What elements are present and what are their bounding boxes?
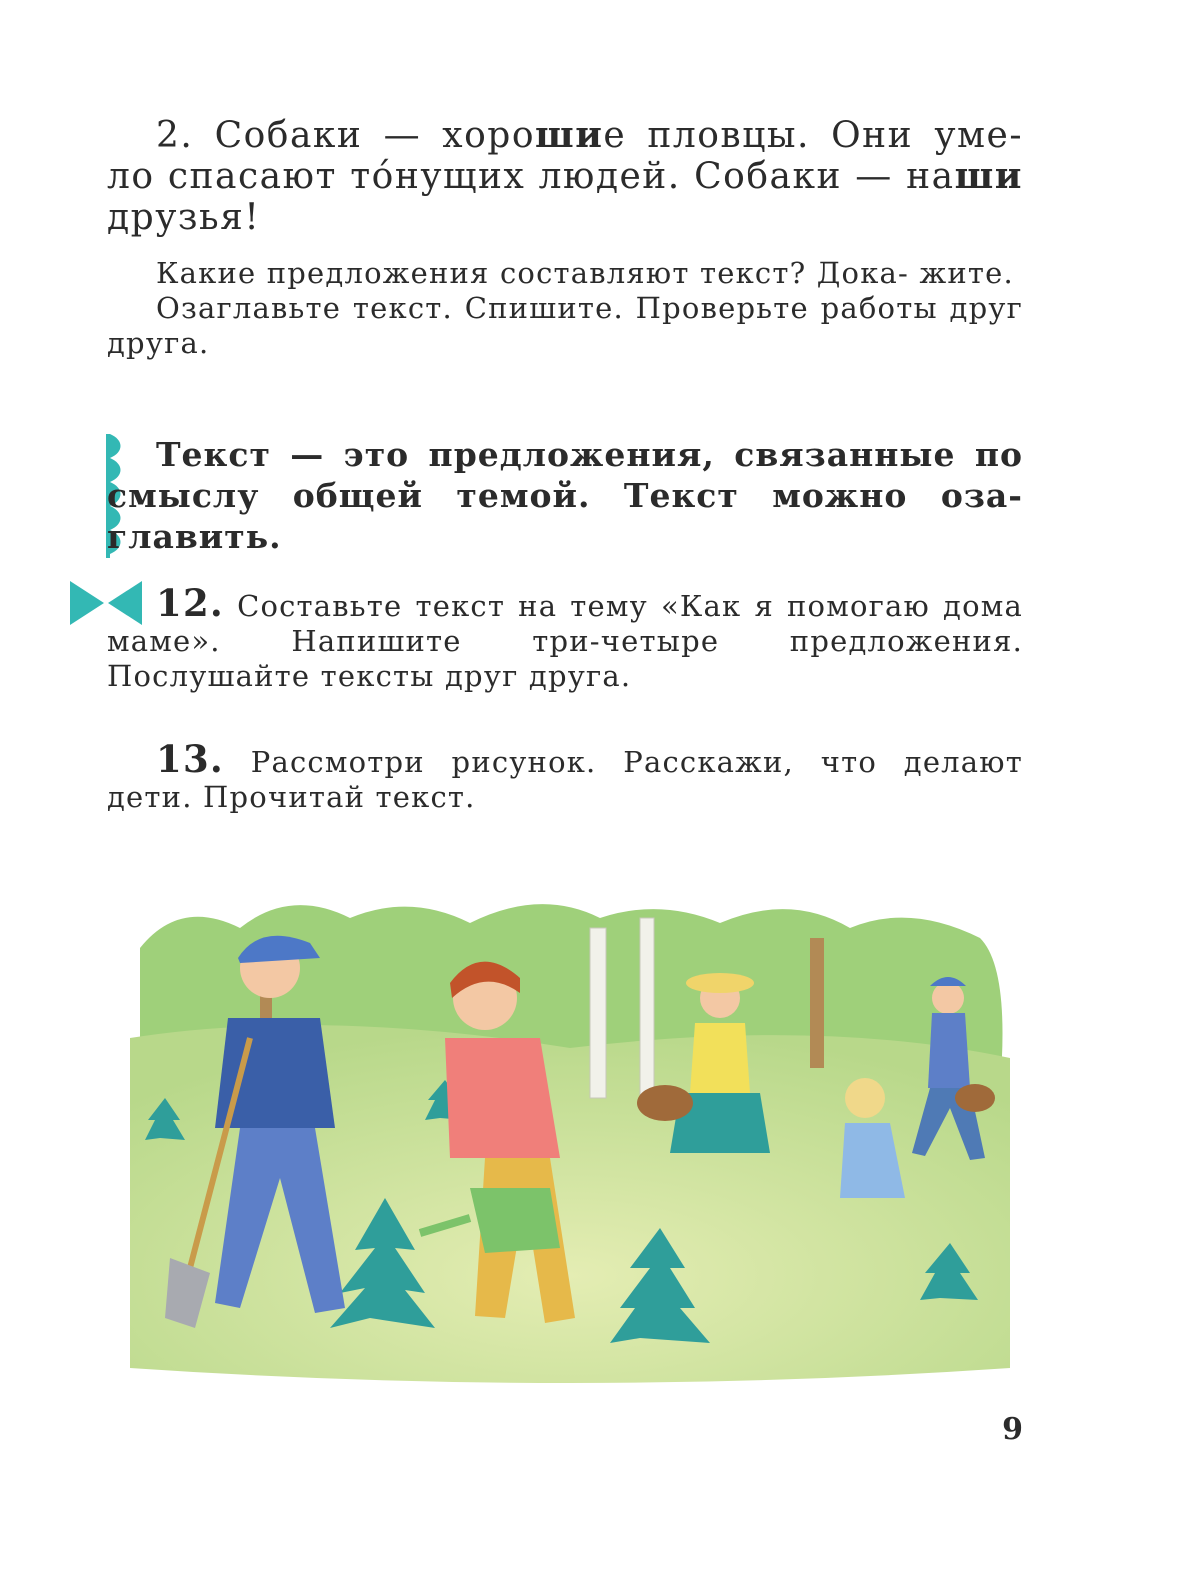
exercise-13-number: 13. [156, 737, 224, 781]
passage-2 [107, 115, 1023, 238]
exercise-12 [107, 581, 1023, 694]
passage-2-number: 2. [156, 115, 194, 156]
page-number: 9 [1002, 1412, 1023, 1447]
exercise-12-text: Составьте текст на тему «Как я помогаю дома маме». Напишите три-четыре предложения. Послушайте тексты друг друга. [107, 589, 1023, 693]
question-2: Озаглавьте текст. Спишите. Проверьте работы друг друга. [107, 291, 1023, 360]
exercise-12-number: 12. [156, 581, 224, 625]
exercise-13 [107, 737, 1023, 815]
passage-2-text: 2. Собаки — хорошие пловцы. Они уме- ло спасают то́нущих людей. Собаки — наши друзья! [107, 114, 1023, 238]
children-planting-trees-illustration [120, 888, 1020, 1408]
exercise-13-text: Рассмотри рисунок. Расскажи, что делают дети. Прочитай текст. [107, 745, 1023, 814]
birch-trunk [590, 928, 606, 1098]
tree-trunk [810, 938, 824, 1068]
question-1: Какие предложения составляют текст? Дока- жите. [156, 256, 1014, 290]
rule-definition: Текст — это предложения, связанные по смыслу общей темой. Текст можно оза- главить. [107, 435, 1023, 556]
questions [107, 256, 1023, 361]
birch-trunk [640, 918, 654, 1098]
